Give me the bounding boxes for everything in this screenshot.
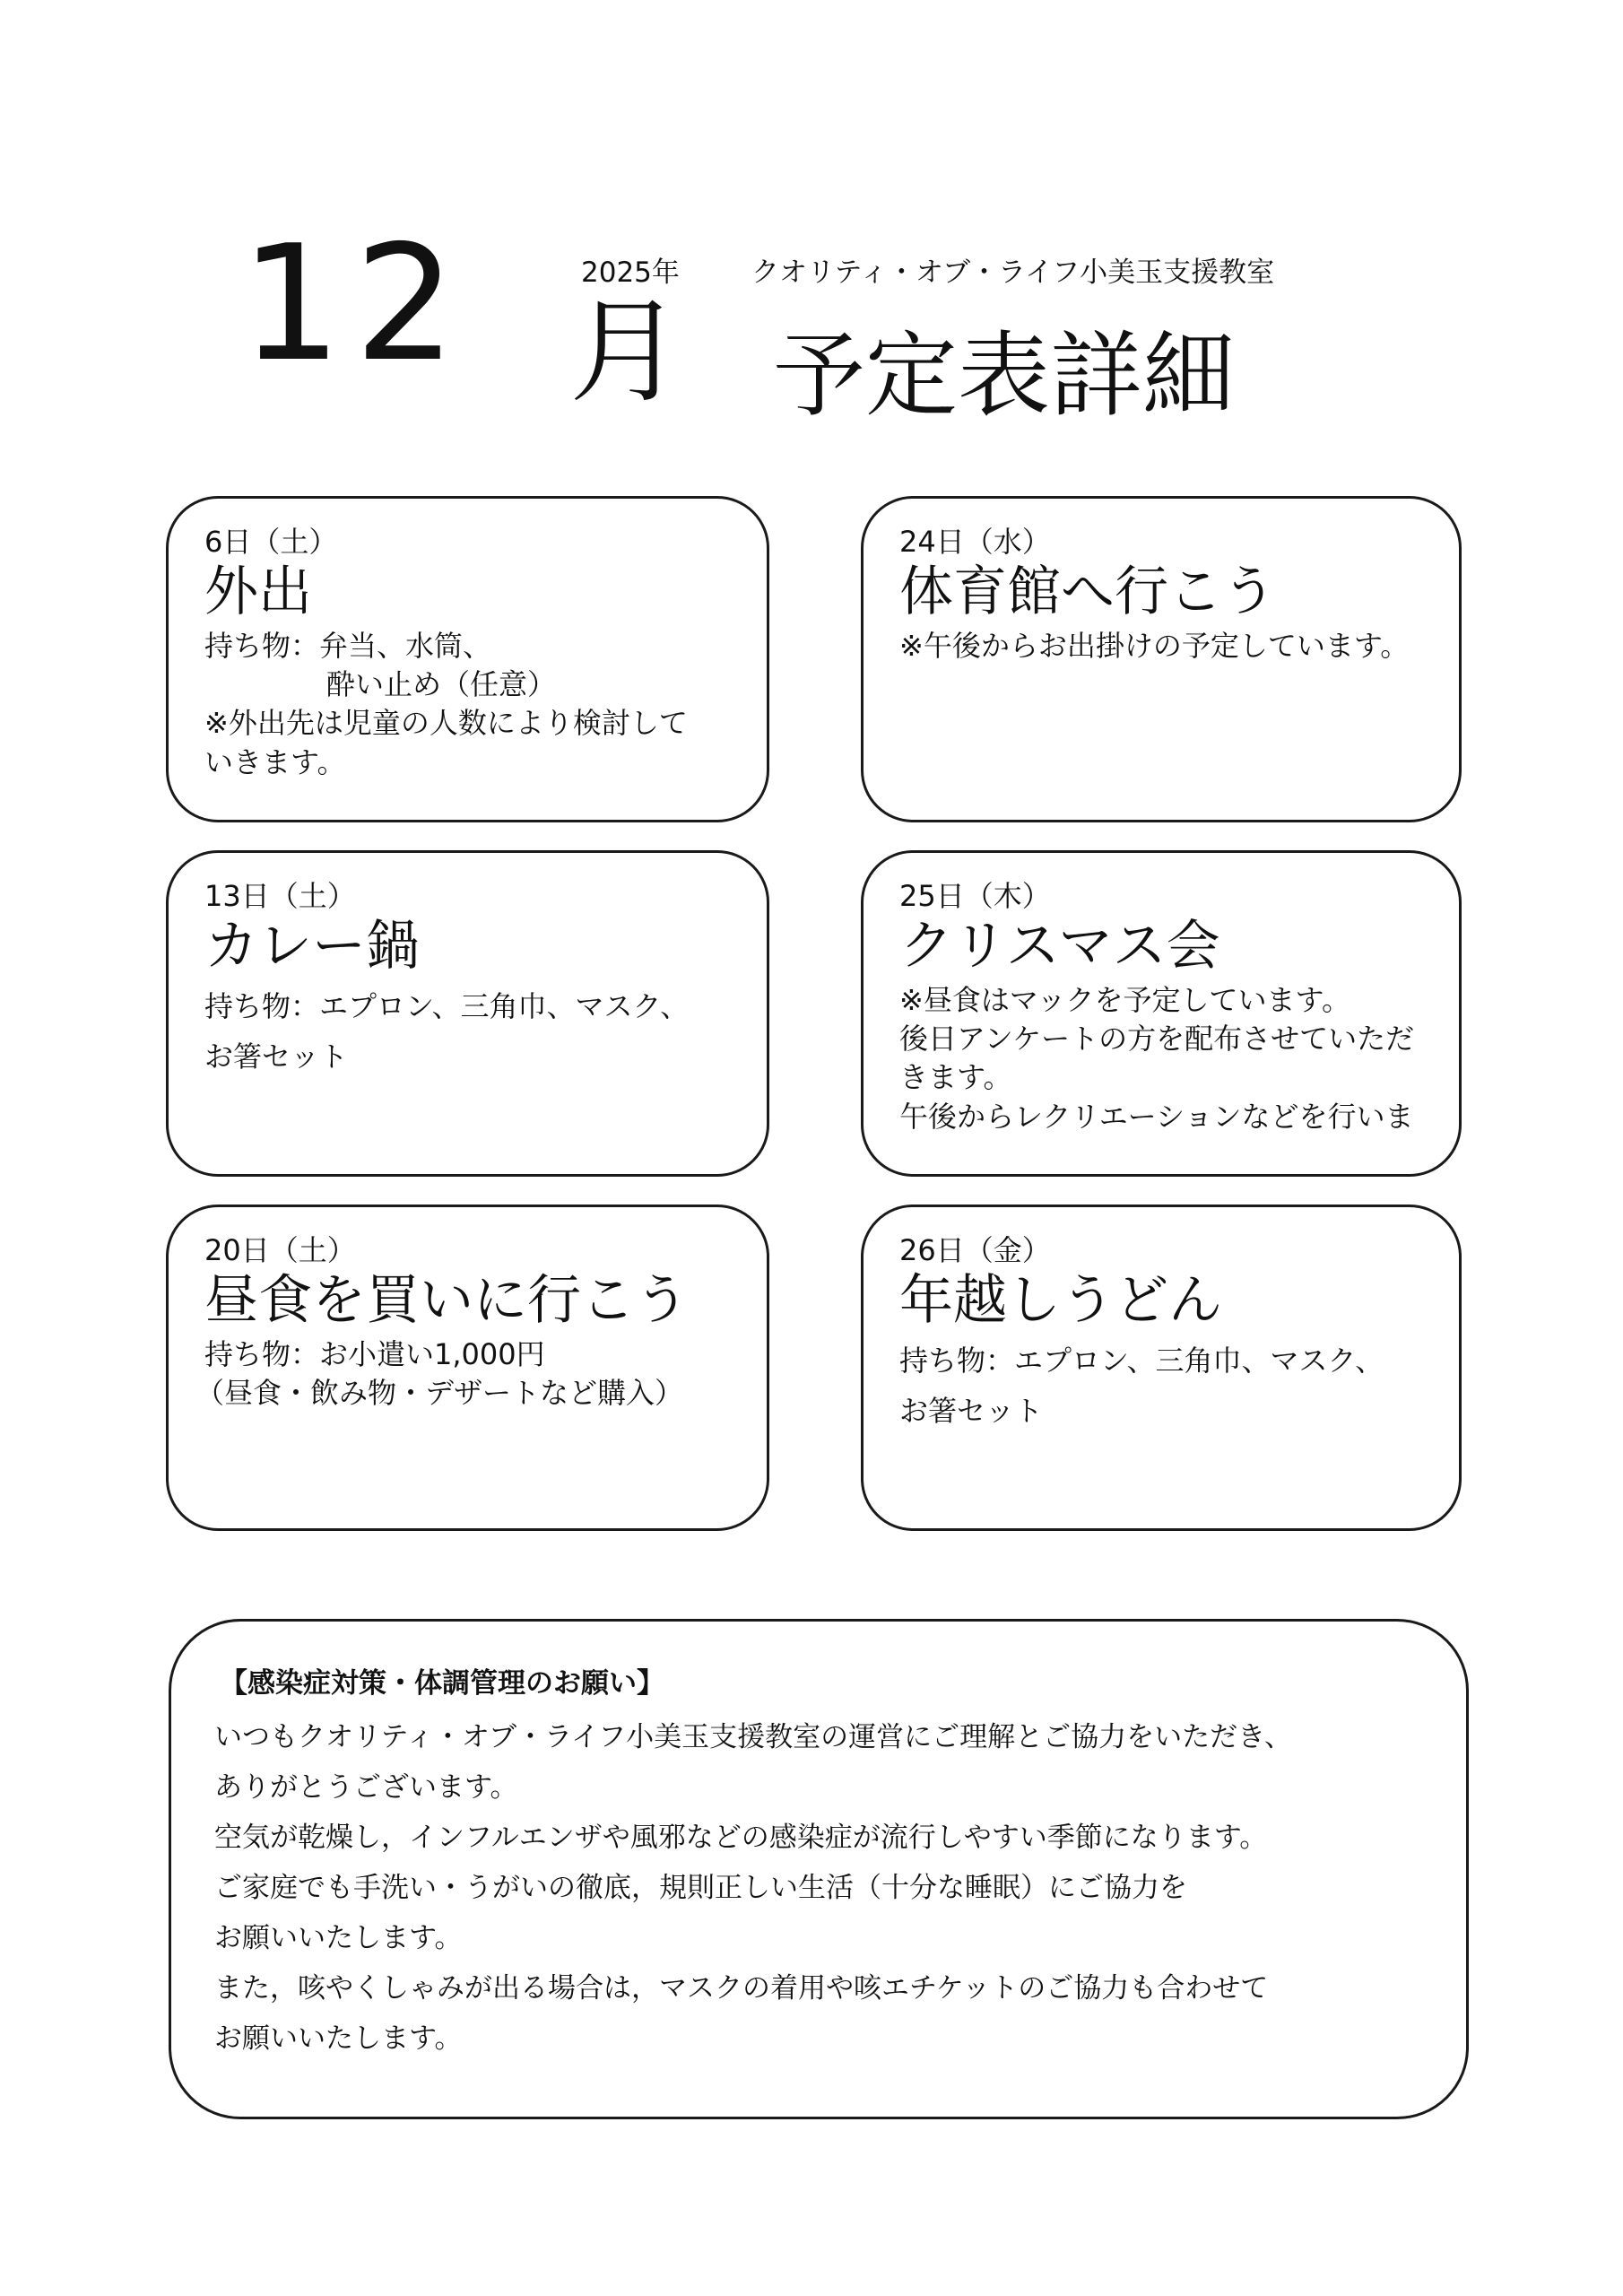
notice-title: 【感染症対策・体調管理のお願い】	[220, 1667, 664, 1700]
notice-line: また，咳やくしゃみが出る場合は，マスクの着用や咳エチケットのご協力も合わせて	[214, 1972, 1269, 2005]
event-date: 6日（土）	[204, 525, 338, 559]
notice-line: お願いいたします。	[214, 1922, 463, 1955]
event-date: 24日（水）	[899, 525, 1051, 559]
event-date: 26日（金）	[899, 1233, 1051, 1267]
event-title: 外出	[204, 561, 312, 623]
event-detail: いきます。	[204, 744, 346, 779]
event-date: 20日（土）	[204, 1233, 356, 1267]
event-detail: ※昼食はマックを予定しています。	[899, 983, 1350, 1017]
notice-line: 空気が乾燥し，インフルエンザや風邪などの感染症が流行しやすい季節になります。	[214, 1822, 1268, 1855]
notice-line: いつもクオリティ・オブ・ライフ小美玉支援教室の運営にご理解とご協力をいただき、	[214, 1721, 1292, 1754]
event-detail: （昼食・飲み物・デザートなど購入）	[195, 1376, 684, 1411]
month-number: 12	[240, 211, 469, 396]
notice-box	[169, 1619, 1469, 2119]
event-card-13	[166, 850, 769, 1177]
organization-name: クオリティ・オブ・ライフ小美玉支援教室	[751, 257, 1275, 289]
event-date: 13日（土）	[204, 879, 356, 913]
notice-line: ご家庭でも手洗い・うがいの徹底，規則正しい生活（十分な睡眠）にご協力を	[214, 1872, 1187, 1905]
event-title: 年越しうどん	[899, 1269, 1222, 1332]
event-detail: 持ち物：弁当、水筒、	[204, 629, 492, 663]
event-detail: 後日アンケートの方を配布させていただ	[899, 1022, 1415, 1057]
event-detail: 酔い止め（任意）	[326, 667, 557, 702]
month-label: 月	[569, 286, 682, 418]
event-detail: きます。	[899, 1060, 1012, 1095]
event-date: 25日（木）	[899, 879, 1051, 913]
event-detail: お箸セット	[204, 1039, 349, 1074]
event-title: カレー鍋	[204, 915, 420, 978]
event-detail: お箸セット	[899, 1394, 1044, 1428]
event-detail: 持ち物：エプロン、三角巾、マスク、	[899, 1344, 1384, 1378]
page-title: 予定表詳細	[773, 322, 1235, 430]
event-title: 体育館へ行こう	[899, 561, 1276, 623]
event-card-26	[861, 1205, 1462, 1531]
event-card-20	[166, 1205, 769, 1531]
event-card-25	[861, 850, 1462, 1177]
event-detail: 持ち物：エプロン、三角巾、マスク、	[204, 989, 690, 1023]
event-card-6	[166, 496, 769, 822]
event-title: クリスマス会	[899, 915, 1220, 978]
year-label: 2025年	[581, 257, 680, 289]
notice-line: お願いいたします。	[214, 2022, 463, 2056]
event-detail: 午後からレクリエーションなどを行いま	[899, 1099, 1414, 1134]
notice-line: ありがとうございます。	[214, 1771, 518, 1805]
event-detail: 持ち物：お小遣い1,000円	[204, 1337, 545, 1371]
event-detail: ※外出先は児童の人数により検討して	[204, 706, 688, 741]
event-detail: ※午後からお出掛けの予定しています。	[899, 629, 1410, 663]
event-title: 昼食を買いに行こう	[204, 1269, 689, 1332]
event-card-24	[861, 496, 1462, 822]
